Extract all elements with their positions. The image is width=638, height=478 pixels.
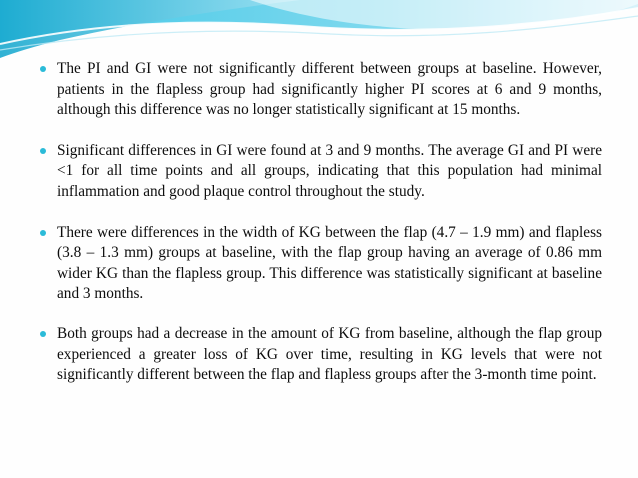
bullet-text: Significant differences in GI were found at 3 and 9 months. The average GI and PI were <1 for all time points and all groups, indicating that this population had minimal inflammation and good plaque control throughout the study. (57, 141, 602, 200)
header-wave-decoration (0, 0, 638, 60)
bullet-list (40, 59, 602, 406)
bullet-icon (40, 230, 46, 236)
bullet-text: There were differences in the width of KG between the flap (4.7 – 1.9 mm) and flapless (3.8 – 1.3 mm) groups at baseline, with the flap group having an average of 0.86 mm wider KG than the flapless group. This difference was statistically significant at baseline and 3 months. (57, 223, 602, 303)
bullet-icon (40, 66, 46, 72)
bullet-text: Both groups had a decrease in the amount of KG from baseline, although the flap group experienced a greater loss of KG over time, resulting in KG levels that were not significantly different between the flap and flapless groups after the 3-month time point. (57, 324, 602, 384)
bullet-icon (40, 331, 46, 337)
bullet-text: The PI and GI were not significantly different between groups at baseline. However, patients in the flapless group had significantly higher PI scores at 6 and 9 months, although this difference was no longer statistically significant at 15 months. (57, 60, 602, 119)
bullet-item (40, 324, 602, 386)
bullet-icon (40, 148, 46, 154)
bullet-item (40, 59, 602, 121)
bullet-item (40, 141, 602, 203)
bullet-item (40, 223, 602, 305)
